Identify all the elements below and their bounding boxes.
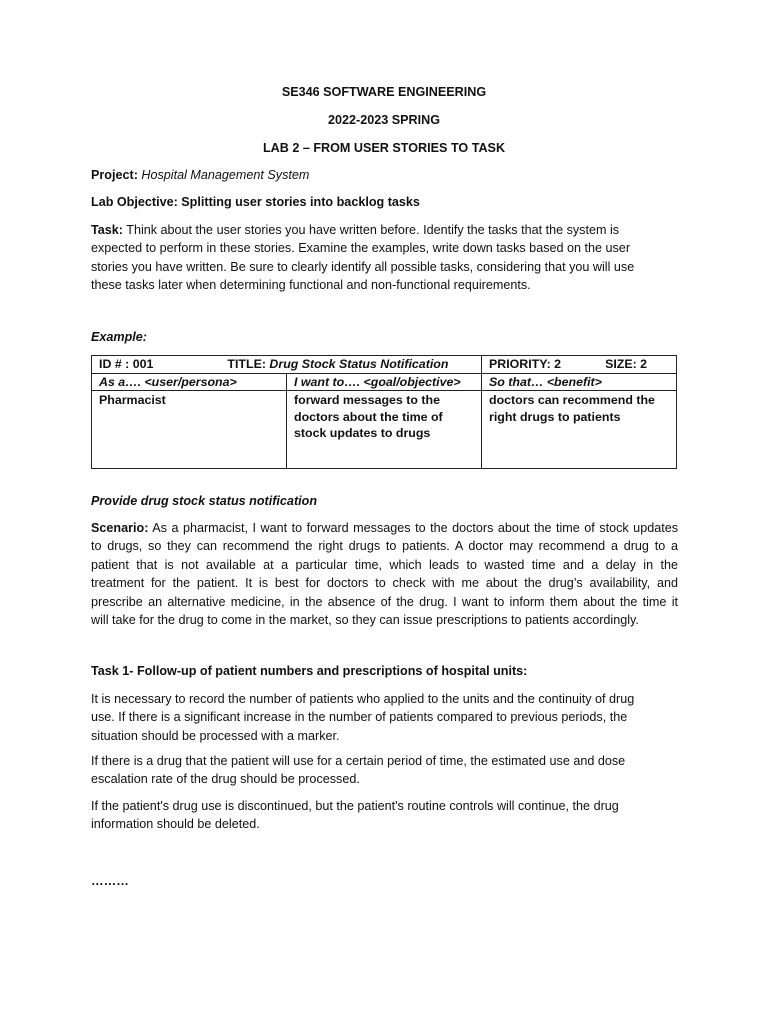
story-benefit-line: doctors can recommend the [489, 393, 655, 407]
story-title-value: Drug Stock Status Notification [269, 357, 449, 371]
col-benefit-header: So that… <benefit> [482, 373, 677, 391]
scenario-line: patient that is not available at a particular time, which leads to wasted time and a delay in the [91, 557, 678, 572]
scenario-paragraph [91, 519, 678, 629]
col-user-header: As a…. <user/persona> [92, 373, 287, 391]
task1-paragraph-3 [91, 797, 679, 834]
scenario-line: to drugs, so they can recommend the right drugs to patients. A doctor may recommend a drug to a [91, 539, 678, 554]
task-intro-paragraph [91, 221, 679, 295]
story-heading: Provide drug stock status notification [91, 494, 318, 508]
task-intro-line: Think about the user stories you have written before. Identify the tasks that the system is [126, 223, 620, 237]
scenario-line: treatment for the patient. It is best for doctors to check with me about the drug’s availability, and [91, 576, 678, 591]
story-goal-line: doctors about the time of [294, 409, 443, 424]
continuation-ellipsis: ……… [91, 874, 129, 888]
scenario-label: Scenario: [91, 521, 149, 535]
story-benefit-value [482, 391, 677, 469]
objective-value: Splitting user stories into backlog tasks [181, 195, 420, 209]
story-goal-line: stock updates to drugs [294, 426, 431, 440]
project-line [91, 166, 309, 184]
task1-paragraph-2 [91, 752, 679, 789]
project-label: Project: [91, 168, 138, 182]
story-id: ID # : 001 [99, 357, 154, 371]
story-size: SIZE: 2 [605, 357, 648, 371]
term-title: 2022-2023 SPRING [327, 113, 440, 127]
story-priority-size-cell [482, 356, 677, 374]
task1-line: situation should be processed with a marker. [91, 728, 340, 743]
task-intro-line: these tasks later when determining functional and non-functional requirements. [91, 278, 531, 293]
lab-title: LAB 2 – FROM USER STORIES TO TASK [262, 141, 506, 155]
task1-line: If there is a drug that the patient will use for a certain period of time, the estimated use and dose [91, 754, 626, 768]
story-priority: PRIORITY: 2 [489, 357, 562, 371]
scenario-line: As a pharmacist, I want to forward messages to the doctors about the time of stock updates [152, 521, 679, 535]
story-user-value: Pharmacist [92, 391, 287, 469]
task-intro-line: stories you have written. Be sure to clearly identify all possible tasks, considering that you will use [91, 259, 635, 274]
course-title: SE346 SOFTWARE ENGINEERING [281, 85, 487, 99]
task-intro-line: expected to perform in these stories. Examine the examples, write down tasks based on the user [91, 241, 631, 256]
task1-paragraph-1 [91, 690, 679, 745]
task-intro-label: Task: [91, 223, 123, 237]
scenario-line: prescribe an alternative medicine, in the absence of the drug. I want to inform them about the time it [91, 594, 678, 609]
story-benefit-line: right drugs to patients [489, 409, 621, 424]
task1-line: escalation rate of the drug should be processed. [91, 772, 360, 787]
story-id-title-cell [92, 356, 482, 374]
task1-line: information should be deleted. [91, 817, 260, 832]
story-goal-value [287, 391, 482, 469]
example-label: Example: [91, 330, 147, 344]
task1-line: If the patient's drug use is discontinued, but the patient's routine controls will continue, the drug [91, 799, 619, 813]
story-goal-line: forward messages to the [294, 393, 440, 407]
scenario-line: will take for the drug to come in the market, so they can issue prescriptions to patients accordingly. [91, 613, 639, 628]
user-story-card [91, 355, 677, 469]
col-goal-header: I want to…. <goal/objective> [287, 373, 482, 391]
objective-label: Lab Objective: [91, 195, 178, 209]
task1-line: It is necessary to record the number of patients who applied to the units and the continuity of drug [91, 692, 635, 706]
project-value: Hospital Management System [141, 168, 310, 182]
story-title-label: TITLE: [227, 357, 266, 371]
task1-line: use. If there is a significant increase in the number of patients compared to previous periods, the [91, 710, 628, 725]
objective-line [91, 193, 420, 211]
task1-heading: Task 1- Follow-up of patient numbers and prescriptions of hospital units: [91, 664, 528, 678]
